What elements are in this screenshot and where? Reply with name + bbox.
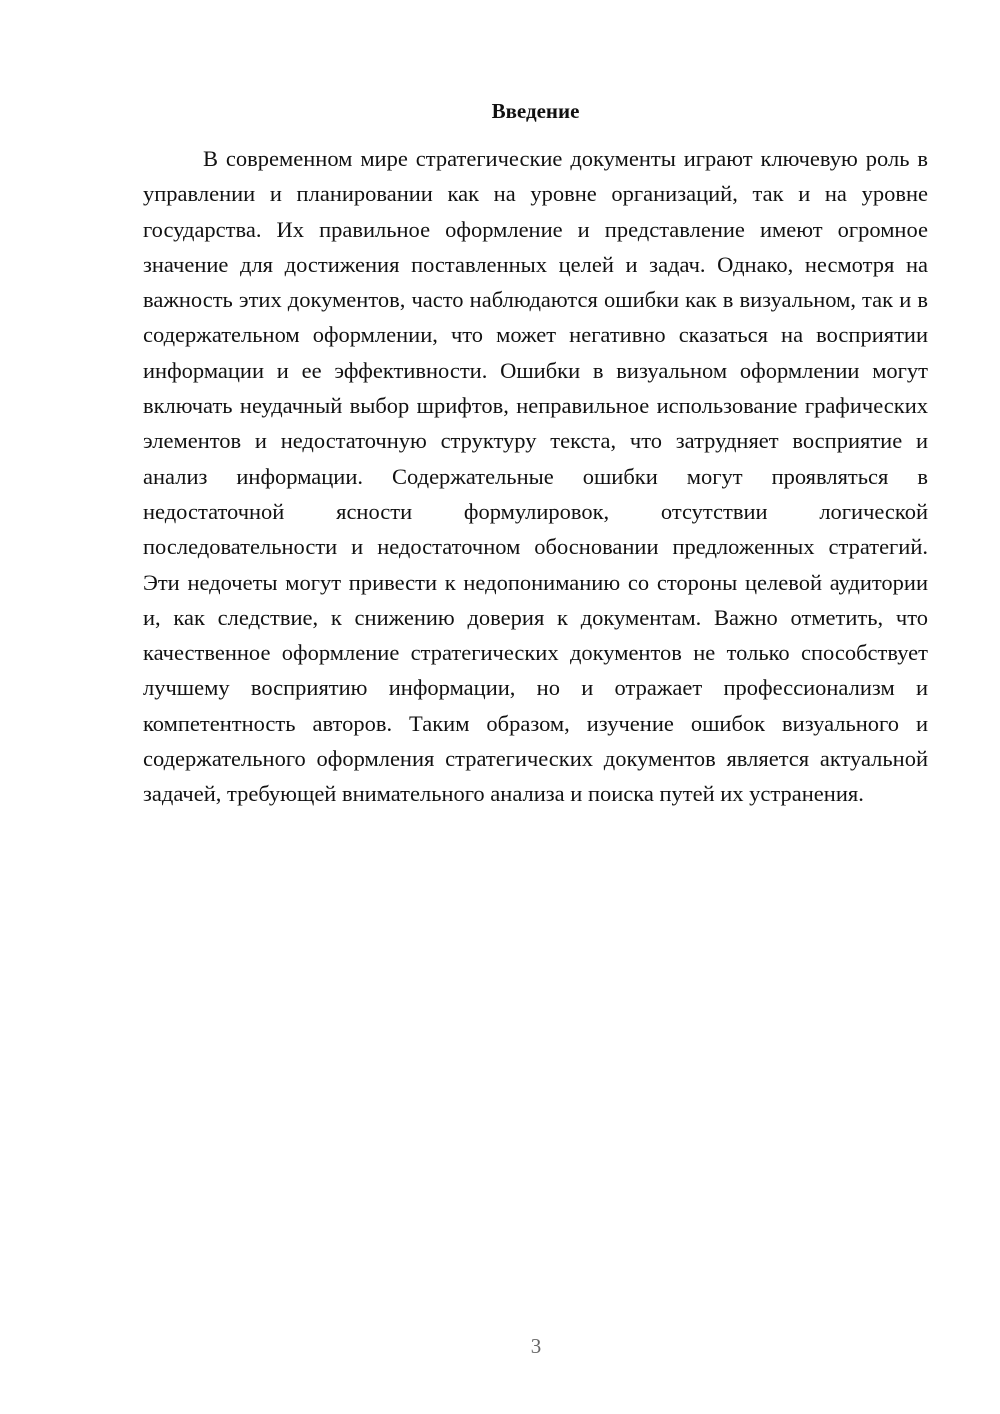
page-number: 3 [530,1334,542,1358]
introduction-paragraph: В современном мире стратегические документы играют ключевую роль в управлении и планировании как на уровне организаций, так и на уровне государства. Их правильное оформление и представление имеют огромное значение для достижения поставленных целей и задач. Однако, несмотря на важность этих документов, часто наблюдаются ошибки как в визуальном, так и в содержательном оформлении, что может негативно сказаться на восприятии информации и ее эффективности. Ошибки в визуальном оформлении могут включать неудачный выбор шрифтов, неправильное использование графических элементов и недостаточную структуру текста, что затрудняет восприятие и анализ информации. Содержательные ошибки могут проявляться в недостаточной ясности формулировок, отсутствии логической последовательности и недостаточном обосновании предложенных стратегий. Эти недочеты могут привести к недопониманию со стороны целевой аудитории и, как следствие, к снижению доверия к документам. Важно отметить, что качественное оформление стратегических документов не только способствует лучшему восприятию информации, но и отражает профессионализм и компетентность авторов. Таким образом, изучение ошибок визуального и содержательного оформления стратегических документов является актуальной задачей, требующей внимательного анализа и поиска путей их устранения. [143,146,928,807]
section-heading: Введение [491,99,580,123]
